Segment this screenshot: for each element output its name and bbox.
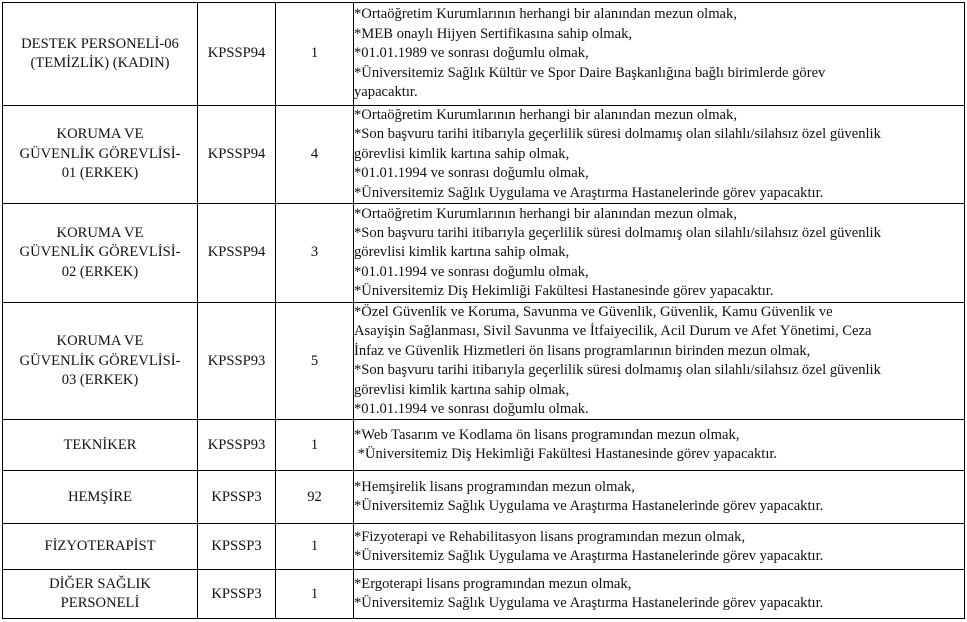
requirement-line: *Üniversitemiz Sağlık Uygulama ve Araştırma Hastanelerinde görev yapacaktır.: [354, 595, 824, 612]
position-title-line: KORUMA VE: [56, 126, 144, 143]
table-row: [3, 471, 965, 524]
table-row: [3, 420, 965, 471]
table-row: [3, 570, 965, 619]
requirements-cell: [354, 420, 965, 471]
requirement-line: *Hemşirelik lisans programından mezun olmak,: [354, 479, 635, 496]
requirement-line: *Üniversitemiz Diş Hekimliği Fakültesi Hastanesinde görev yapacaktır.: [354, 283, 774, 300]
position-title-line: 01 (ERKEK): [61, 165, 139, 182]
requirement-line: *Üniversitemiz Sağlık Uygulama ve Araştırma Hastanelerinde görev yapacaktır.: [354, 498, 824, 515]
requirement-line: İnfaz ve Güvenlik Hizmetleri ön lisans programlarının birinden mezun olmak,: [354, 342, 811, 359]
table-row: [3, 524, 965, 570]
requirement-line: görevlisi kimlik kartına sahip olmak,: [354, 145, 570, 162]
requirement-line: *Üniversitemiz Sağlık Kültür ve Spor Daire Başkanlığına bağlı birimlerde görev: [354, 64, 826, 81]
quantity-cell: 1: [276, 570, 354, 619]
position-title-line: (TEMİZLİK) (KADIN): [30, 55, 170, 71]
requirement-line: yapacaktır.: [354, 84, 418, 101]
job-requirements-table: [2, 2, 965, 619]
kpss-score-type-cell: KPSSP94: [198, 3, 276, 106]
position-title-line: TEKNİKER: [63, 436, 137, 453]
requirement-line: *MEB onaylı Hijyen Sertifikasına sahip olmak,: [354, 25, 633, 42]
position-title-cell: [3, 106, 198, 204]
position-title-line: PERSONELİ: [60, 595, 140, 612]
requirement-line: *01.01.1994 ve sonrası doğumlu olmak.: [354, 401, 589, 418]
requirement-line: *01.01.1989 ve sonrası doğumlu olmak,: [354, 45, 589, 62]
position-title-line: 03 (ERKEK): [61, 371, 139, 388]
position-title-cell: [3, 420, 198, 471]
requirement-line: *Ortaöğretim Kurumlarının herhangi bir alanından mezun olmak,: [354, 107, 737, 123]
requirement-line: *01.01.1994 ve sonrası doğumlu olmak,: [354, 165, 589, 182]
quantity-cell: 1: [276, 3, 354, 106]
requirements-cell: [354, 106, 965, 204]
requirements-cell: [354, 570, 965, 619]
requirement-line: görevlisi kimlik kartına sahip olmak,: [354, 381, 570, 398]
requirement-line: *Ergoterapi lisans programından mezun olmak,: [354, 576, 632, 593]
requirement-line: Asayişin Sağlanması, Sivil Savunma ve İtfaiyecilik, Acil Durum ve Afet Yönetimi, Ceza: [354, 323, 872, 340]
position-title-line: HEMŞİRE: [67, 488, 133, 505]
quantity-cell: 4: [276, 106, 354, 204]
requirements-cell: [354, 3, 965, 106]
position-title-cell: [3, 471, 198, 524]
requirement-line: *Son başvuru tarihi itibarıyla geçerlilik süresi dolmamış olan silahlı/silahsız özel güvenlik: [354, 126, 881, 143]
table-row: [3, 106, 965, 204]
quantity-cell: 92: [276, 471, 354, 524]
kpss-score-type-cell: KPSSP94: [198, 106, 276, 204]
requirement-line: *Fizyoterapi ve Rehabilitasyon lisans programından mezun olmak,: [354, 528, 746, 545]
requirement-line: *Özel Güvenlik ve Koruma, Savunma ve Güvenlik, Güvenlik, Kamu Güvenlik ve: [354, 304, 833, 321]
requirement-line: *Üniversitemiz Sağlık Uygulama ve Araştırma Hastanelerinde görev yapacaktır.: [354, 184, 824, 201]
requirements-cell: [354, 471, 965, 524]
quantity-cell: 3: [276, 204, 354, 303]
kpss-score-type-cell: KPSSP3: [198, 524, 276, 570]
position-title-line: GÜVENLİK GÖREVLİSİ-: [19, 352, 181, 369]
position-title-line: 02 (ERKEK): [61, 263, 139, 280]
requirement-line: *Son başvuru tarihi itibarıyla geçerlilik süresi dolmamış olan silahlı/silahsız özel güvenlik: [354, 362, 881, 379]
requirement-line: *Üniversitemiz Diş Hekimliği Fakültesi Hastanesinde görev yapacaktır.: [354, 446, 778, 463]
position-title-cell: [3, 570, 198, 619]
requirements-cell: [354, 524, 965, 570]
position-title-line: GÜVENLİK GÖREVLİSİ-: [19, 244, 181, 261]
quantity-cell: 1: [276, 420, 354, 471]
kpss-score-type-cell: KPSSP3: [198, 570, 276, 619]
requirement-line: *Son başvuru tarihi itibarıyla geçerlilik süresi dolmamış olan silahlı/silahsız özel güvenlik: [354, 224, 881, 241]
table-body: [3, 3, 965, 619]
kpss-score-type-cell: KPSSP3: [198, 471, 276, 524]
quantity-cell: 5: [276, 303, 354, 420]
position-title-cell: [3, 524, 198, 570]
position-title-line: KORUMA VE: [56, 224, 144, 241]
position-title-cell: [3, 204, 198, 303]
requirements-cell: [354, 303, 965, 420]
requirement-line: *Web Tasarım ve Kodlama ön lisans programından mezun olmak,: [354, 427, 740, 444]
requirement-line: *01.01.1994 ve sonrası doğumlu olmak,: [354, 263, 589, 280]
kpss-score-type-cell: KPSSP93: [198, 303, 276, 420]
requirement-line: görevlisi kimlik kartına sahip olmak,: [354, 244, 570, 261]
kpss-score-type-cell: KPSSP93: [198, 420, 276, 471]
requirements-cell: [354, 204, 965, 303]
table-row: [3, 3, 965, 106]
position-title-line: FİZYOTERAPİST: [44, 538, 156, 555]
requirement-line: *Ortaöğretim Kurumlarının herhangi bir alanından mezun olmak,: [354, 6, 737, 23]
position-title-line: GÜVENLİK GÖREVLİSİ-: [19, 145, 181, 162]
quantity-cell: 1: [276, 524, 354, 570]
position-title-line: KORUMA VE: [56, 333, 144, 350]
kpss-score-type-cell: KPSSP94: [198, 204, 276, 303]
position-title-cell: [3, 3, 198, 106]
position-title-cell: [3, 303, 198, 420]
table-row: [3, 303, 965, 420]
requirement-line: *Ortaöğretim Kurumlarının herhangi bir alanından mezun olmak,: [354, 205, 737, 222]
position-title-line: DİĞER SAĞLIK: [49, 576, 151, 593]
table-row: [3, 204, 965, 303]
position-title-line: DESTEK PERSONELİ-06: [21, 35, 179, 52]
requirement-line: *Üniversitemiz Sağlık Uygulama ve Araştırma Hastanelerinde görev yapacaktır.: [354, 547, 824, 564]
